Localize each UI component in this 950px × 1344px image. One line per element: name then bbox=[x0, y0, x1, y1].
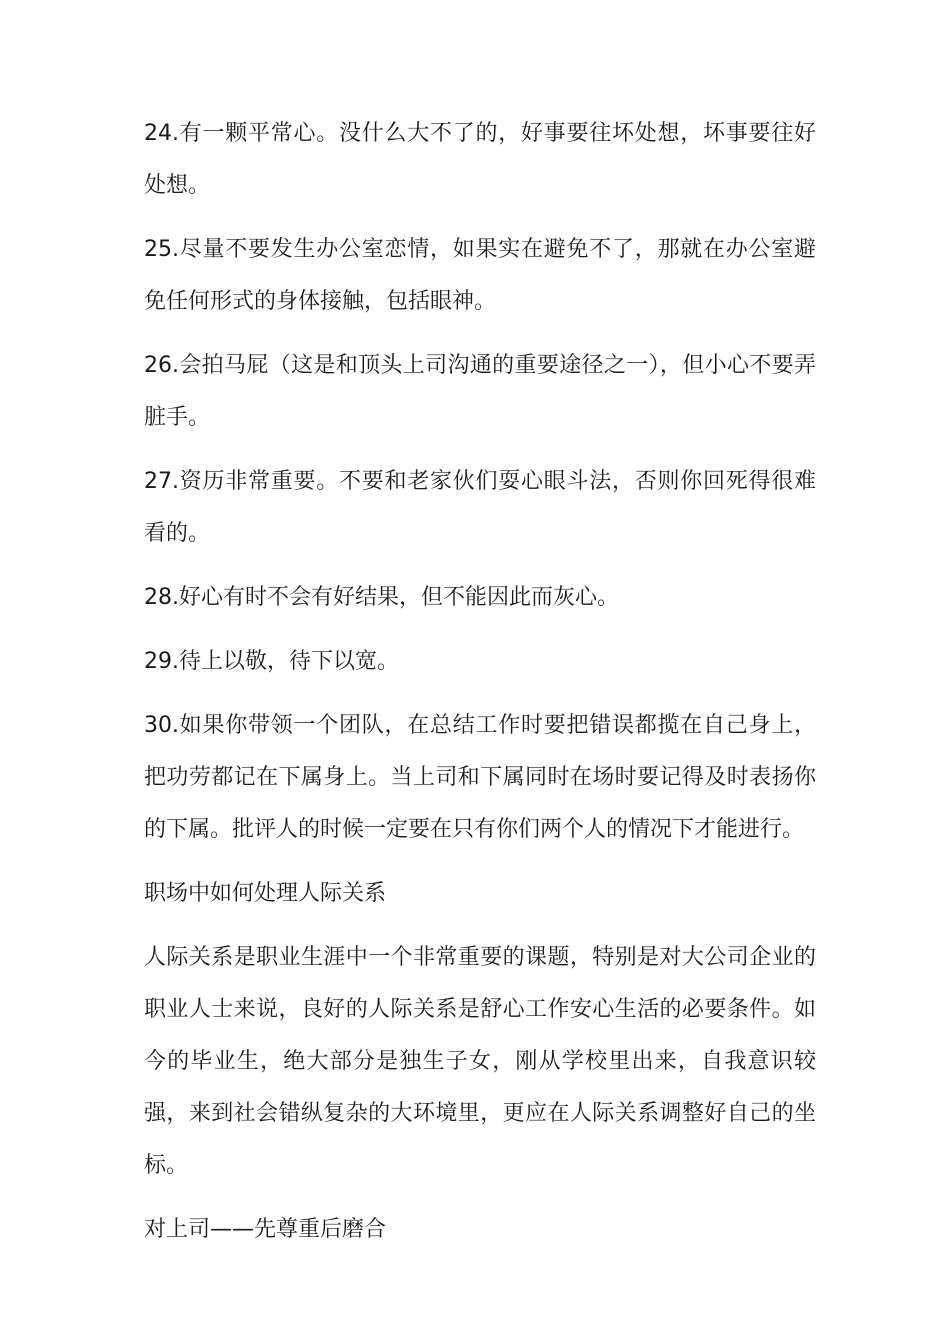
tip-25: 25.尽量不要发生办公室恋情，如果实在避免不了，那就在办公室避免任何形式的身体接触，包括眼神。 bbox=[144, 237, 816, 314]
subheading: 对上司——先尊重后磨合 bbox=[144, 1217, 387, 1242]
tip-24: 24.有一颗平常心。没什么大不了的，好事要往坏处想，坏事要往好处想。 bbox=[144, 121, 816, 198]
document-page bbox=[144, 108, 816, 1268]
section-heading: 职场中如何处理人际关系 bbox=[144, 881, 387, 906]
tip-30: 30.如果你带领一个团队，在总结工作时要把错误都揽在自己身上，把功劳都记在下属身上。当上司和下属同时在场时要记得及时表扬你的下属。批评人的时候一定要在只有你们两个人的情况下才能进行。 bbox=[144, 713, 816, 842]
tip-29: 29.待上以敬，待下以宽。 bbox=[144, 649, 399, 674]
tip-26: 26.会拍马屁（这是和顶头上司沟通的重要途径之一），但小心不要弄脏手。 bbox=[144, 353, 816, 430]
tip-28: 28.好心有时不会有好结果，但不能因此而灰心。 bbox=[144, 585, 619, 610]
intro-paragraph: 人际关系是职业生涯中一个非常重要的课题，特别是对大公司企业的职业人士来说，良好的人际关系是舒心工作安心生活的必要条件。如今的毕业生，绝大部分是独生子女，刚从学校里出来，自我意识较强，来到社会错纵复杂的大环境里，更应在人际关系调整好自己的坐标。 bbox=[144, 945, 816, 1178]
tip-27: 27.资历非常重要。不要和老家伙们耍心眼斗法，否则你回死得很难看的。 bbox=[144, 469, 816, 546]
